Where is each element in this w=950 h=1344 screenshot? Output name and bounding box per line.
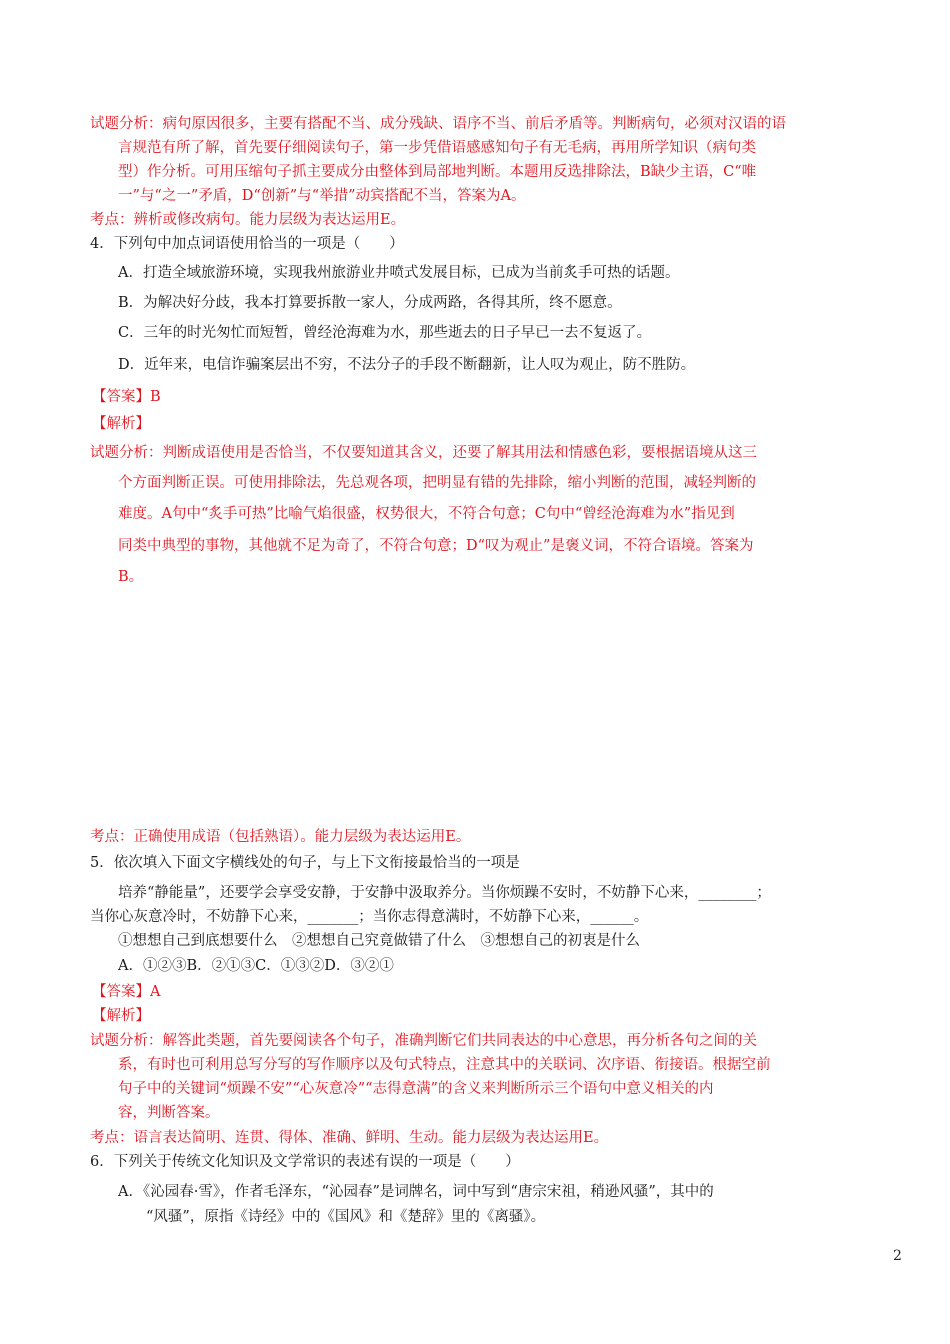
q3-analysis-line-1: 试题分析：病句原因很多，主要有搭配不当、成分残缺、语序不当、前后矛盾等。判断病句，必须对汉语的语 [90,116,786,132]
q5-passage-line-1: 培养“静能量”，还要学会享受安静，于安静中汲取养分。当你烦躁不安时，不妨静下心来，________； [118,885,771,901]
q5-analysis-line-4: 容，判断答案。 [118,1105,220,1121]
q4-analysis-line-4: 同类中典型的事物，其他就不足为奇了，不符合句意；D“叹为观止”是褒义词，不符合语境。答案为 [118,538,754,554]
q3-analysis-line-2: 言规范有所了解，首先要仔细阅读句子，第一步凭借语感感知句子有无毛病，再用所学知识（病句类 [118,140,756,156]
q3-analysis-line-4: 一”与“之一”矛盾，D“创新”与“举措”动宾搭配不当，答案为A。 [118,188,526,204]
q4-kaodian: 考点：正确使用成语（包括熟语）。能力层级为表达运用E。 [90,829,471,845]
q4-stem: 4．下列句中加点词语使用恰当的一项是（ ） [90,236,404,252]
q5-analysis-line-3: 句子中的关键词“烦躁不安”“心灰意冷”“志得意满”的含义来判断所示三个语句中意义相关的内 [118,1081,714,1097]
q5-choices: ①想想自己到底想要什么 ②想想自己究竟做错了什么 ③想想自己的初衷是什么 [118,933,640,949]
q3-analysis-line-3: 型）作分析。可用压缩句子抓主要成分由整体到局部地判断。本题用反选排除法，B缺少主语，C“唯 [118,164,757,180]
q5-analysis-line-2: 系，有时也可利用总写分写的写作顺序以及句式特点，注意其中的关联词、次序语、衔接语。根据空前 [118,1057,771,1073]
q5-passage-line-2: 当你心灰意冷时，不妨静下心来，_______；当你志得意满时，不妨静下心来，______。 [90,909,649,925]
page-number: 2 [893,1248,902,1264]
q3-kaodian: 考点：辨析或修改病句。能力层级为表达运用E。 [90,212,406,228]
q6-option-a-line-1: A．《沁园春·雪》，作者毛泽东，“沁园春”是词牌名，词中写到“唐宗宋祖，稍逊风骚”，其中的 [118,1184,714,1200]
q5-stem: 5．依次填入下面文字横线处的句子，与上下文衔接最恰当的一项是 [90,855,520,871]
q5-jiexi-label: 【解析】 [92,1008,150,1024]
q6-option-a-line-2: “风骚”，原指《诗经》中的《国风》和《楚辞》里的《离骚》。 [146,1209,546,1225]
q5-answer: 【答案】A [92,984,161,1000]
q4-answer: 【答案】B [92,389,161,405]
q4-analysis-line-5: B。 [118,569,144,585]
q4-analysis-line-1: 试题分析：判断成语使用是否恰当，不仅要知道其含义，还要了解其用法和情感色彩，要根据语境从这三 [90,445,757,461]
q5-kaodian: 考点：语言表达简明、连贯、得体、准确、鲜明、生动。能力层级为表达运用E。 [90,1130,609,1146]
q4-option-c: C．三年的时光匆忙而短暂，曾经沧海难为水，那些逝去的日子早已一去不复返了。 [118,325,652,341]
q5-options: A．①②③B．②①③C．①③②D．③②① [118,958,394,974]
q4-analysis-line-3: 难度。A句中“炙手可热”比喻气焰很盛，权势很大，不符合句意；C句中“曾经沧海难为水”指见到 [118,506,735,522]
q4-option-d: D．近年来，电信诈骗案层出不穷，不法分子的手段不断翻新，让人叹为观止，防不胜防。 [118,357,696,373]
q4-jiexi-label: 【解析】 [92,416,150,432]
q4-option-b: B．为解决好分歧，我本打算要拆散一家人，分成两路，各得其所，终不愿意。 [118,295,622,311]
q5-analysis-line-1: 试题分析：解答此类题，首先要阅读各个句子，准确判断它们共同表达的中心意思，再分析各句之间的关 [90,1033,757,1049]
q4-option-a: A．打造全域旅游环境，实现我州旅游业井喷式发展目标，已成为当前炙手可热的话题。 [118,265,680,281]
q4-analysis-line-2: 个方面判断正误。可使用排除法，先总观各项，把明显有错的先排除，缩小判断的范围，减轻判断的 [118,475,756,491]
q6-stem: 6．下列关于传统文化知识及文学常识的表述有误的一项是（ ） [90,1154,520,1170]
